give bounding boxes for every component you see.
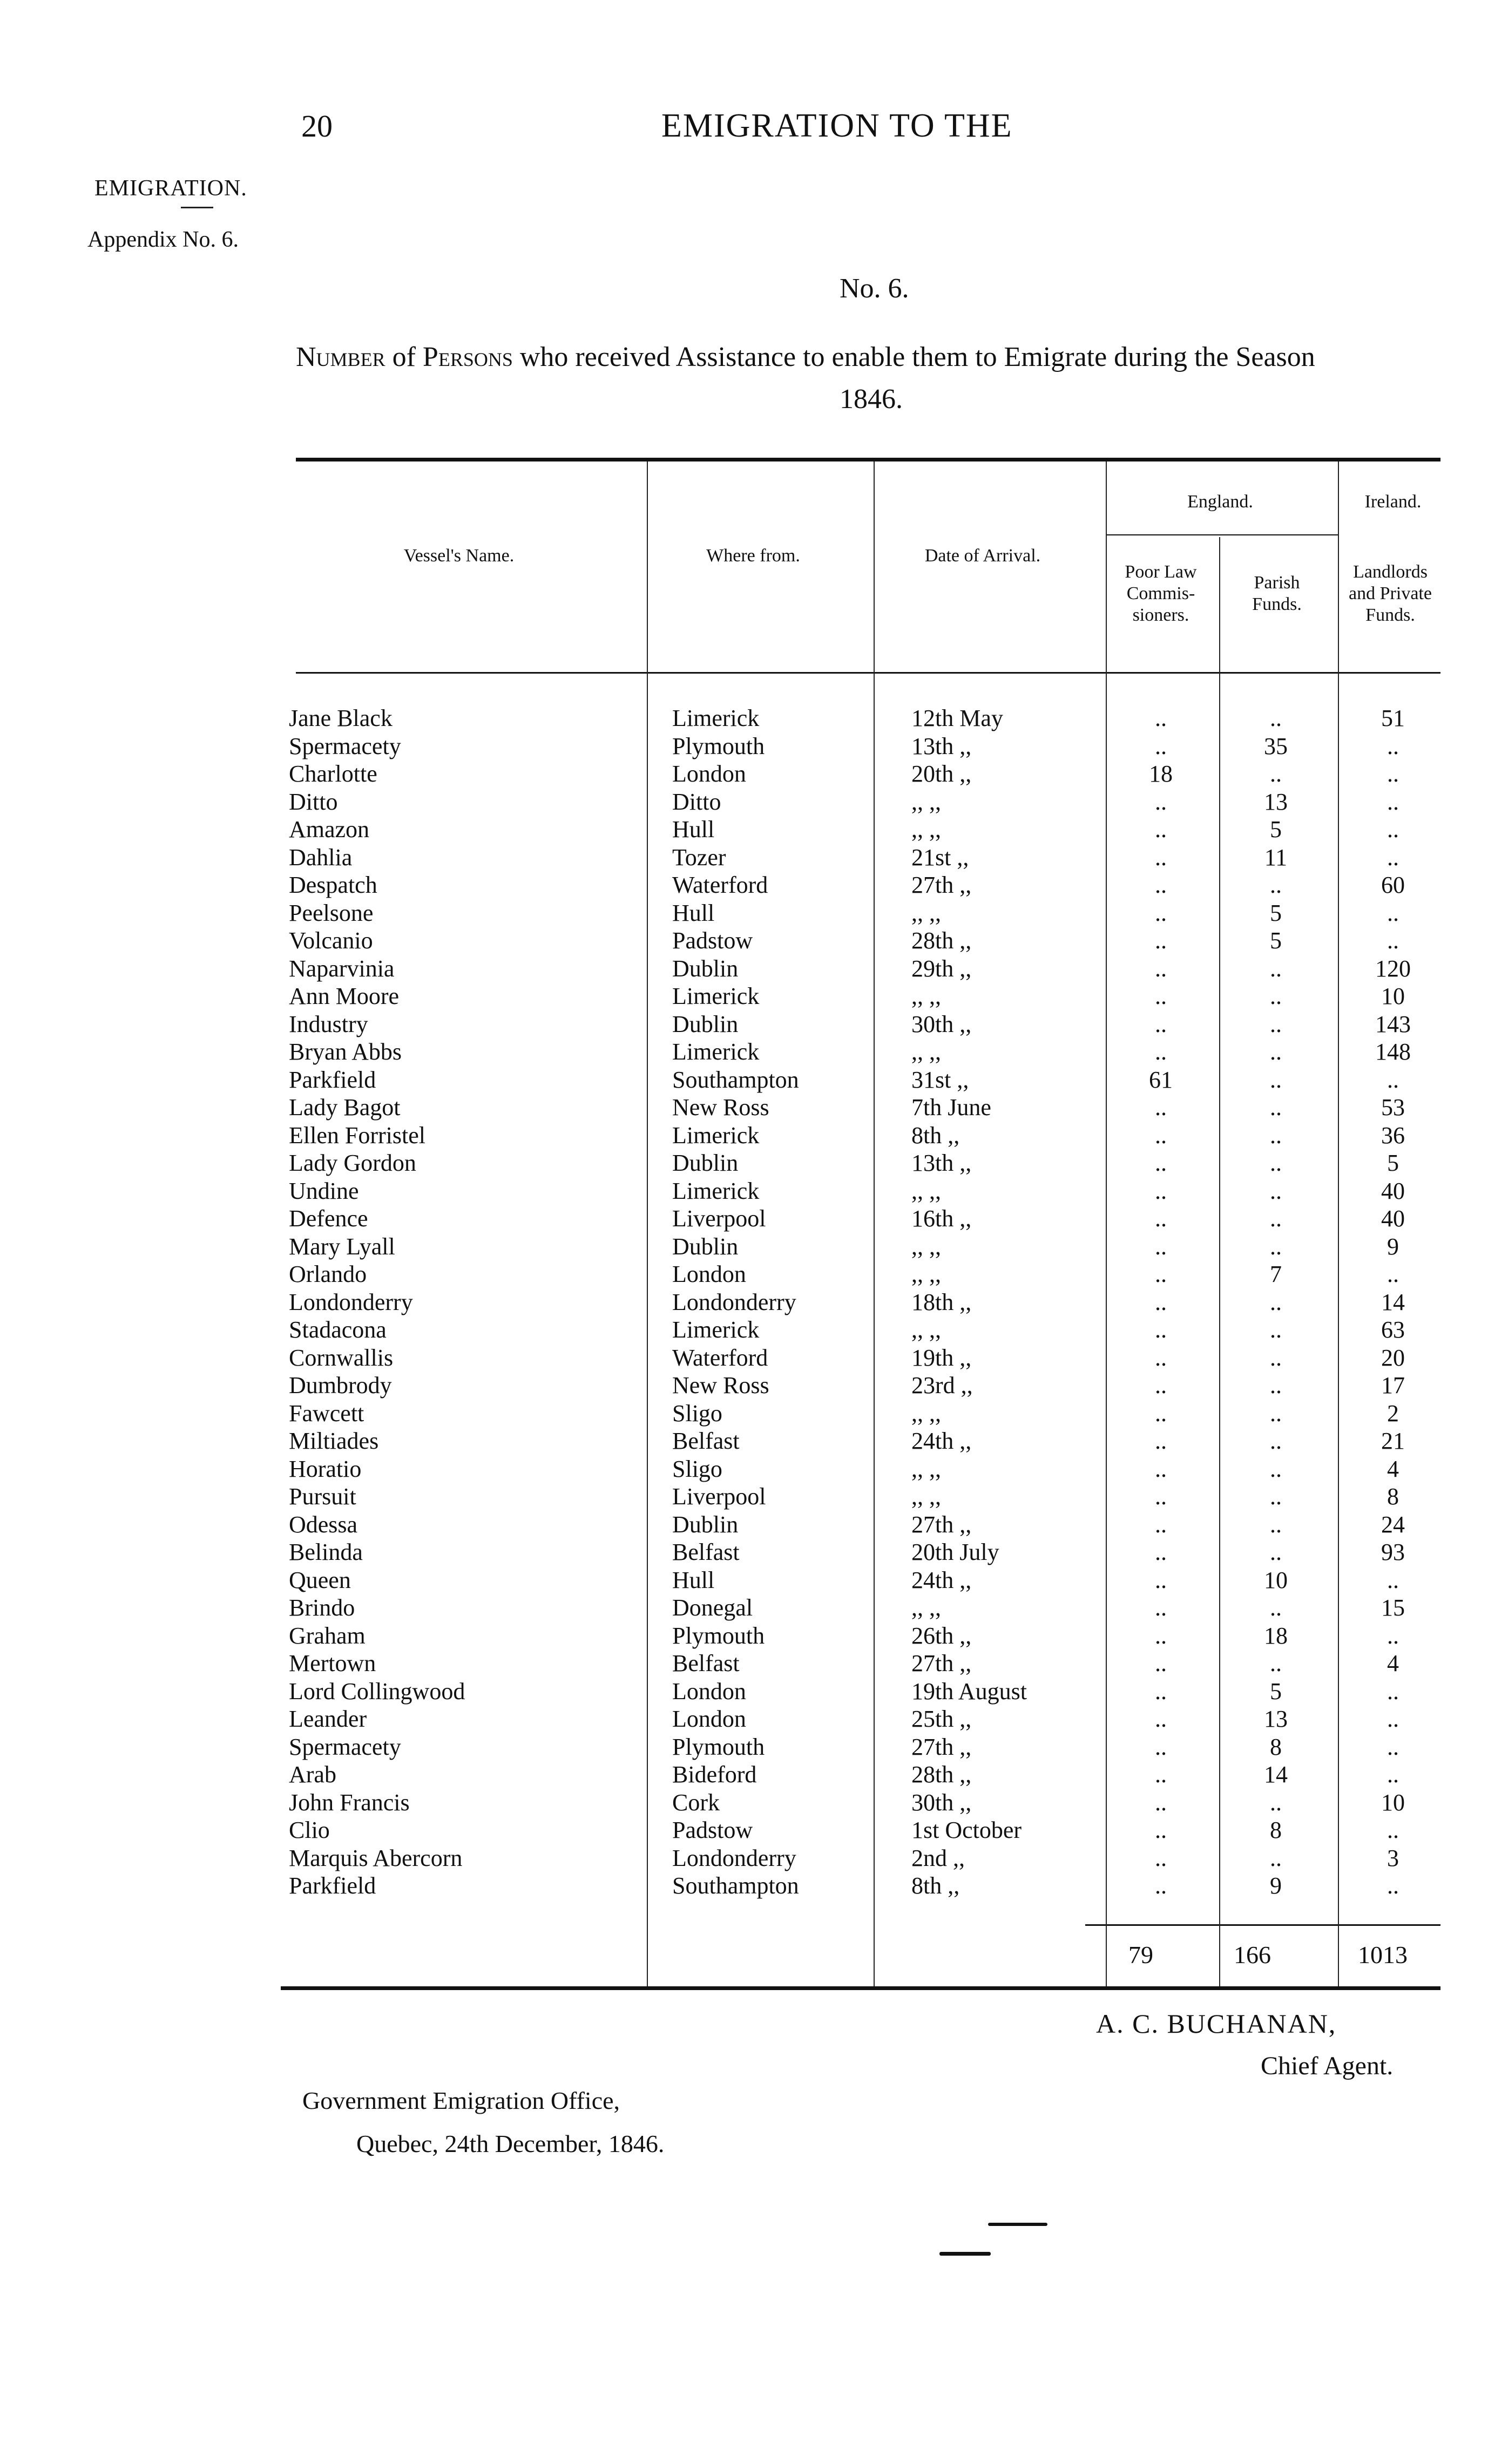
landlords-count: .. (1387, 1733, 1399, 1760)
poor-law-count: .. (1155, 1872, 1167, 1899)
poor-law-count: .. (1155, 1844, 1167, 1871)
where-from: Southampton (672, 1066, 799, 1093)
where-from: Sligo (672, 1455, 722, 1482)
where-from: New Ross (672, 1094, 769, 1121)
date-of-arrival: 18th ,, (911, 1288, 972, 1315)
total-poor-law: 79 (1128, 1941, 1153, 1969)
vessel-name: Defence (289, 1205, 368, 1232)
parish-count: 11 (1264, 844, 1288, 871)
poor-law-count: .. (1155, 927, 1167, 954)
vessel-name: Clio (289, 1817, 330, 1843)
landlords-count: .. (1387, 1761, 1399, 1788)
vessel-name: Pursuit (289, 1483, 356, 1510)
poor-law-count: .. (1155, 1761, 1167, 1788)
side-heading: EMIGRATION. (94, 176, 247, 201)
date-of-arrival: 20th ,, (911, 761, 972, 787)
date-of-arrival: ,, ,, (911, 899, 941, 926)
parish-count: .. (1270, 1344, 1282, 1371)
title-mid: of (385, 342, 423, 372)
vessel-name: Peelsone (289, 899, 374, 926)
parish-count: .. (1270, 1316, 1282, 1343)
table-header-rule (296, 672, 1440, 674)
where-from: Southampton (672, 1872, 799, 1899)
totals-rule (1085, 1924, 1440, 1926)
landlords-count: 60 (1381, 872, 1405, 898)
parish-count: .. (1270, 1010, 1282, 1037)
total-parish: 166 (1234, 1941, 1271, 1969)
poor-law-count: .. (1155, 1789, 1167, 1816)
landlords-count: 20 (1381, 1344, 1405, 1371)
parish-count: .. (1270, 705, 1282, 731)
date-of-arrival: 29th ,, (911, 955, 972, 982)
poor-law-count: .. (1155, 1483, 1167, 1510)
where-from: Padstow (672, 1817, 753, 1843)
date-of-arrival: 2nd ,, (911, 1844, 965, 1871)
where-from: Waterford (672, 872, 768, 898)
where-from: Limerick (672, 1038, 760, 1065)
poor-law-count: .. (1155, 1150, 1167, 1176)
landlords-count: 63 (1381, 1316, 1405, 1343)
landlords-count: 120 (1375, 955, 1411, 982)
poor-law-count: .. (1155, 899, 1167, 926)
landlords-count: 148 (1375, 1038, 1411, 1065)
where-from: Limerick (672, 705, 760, 731)
poor-law-count: .. (1155, 1650, 1167, 1676)
parish-count: .. (1270, 1650, 1282, 1676)
date-of-arrival: 8th ,, (911, 1872, 960, 1899)
date-of-arrival: 1st October (911, 1817, 1022, 1843)
landlords-count: .. (1387, 844, 1399, 871)
parish-count: 5 (1270, 816, 1282, 843)
poor-law-count: .. (1155, 1594, 1167, 1621)
england-header-rule (1106, 534, 1338, 535)
poor-law-count: .. (1155, 788, 1167, 815)
landlords-count: 15 (1381, 1594, 1405, 1621)
running-head: EMIGRATION TO THE (661, 107, 1013, 144)
vessel-name: Odessa (289, 1511, 358, 1538)
where-from: Liverpool (672, 1483, 766, 1510)
vessel-name: Dahlia (289, 844, 353, 871)
where-from: Belfast (672, 1650, 740, 1676)
where-from: Dublin (672, 1233, 739, 1260)
poor-law-count: .. (1155, 705, 1167, 731)
landlords-count: 8 (1387, 1483, 1399, 1510)
parish-count: .. (1270, 1594, 1282, 1621)
vessel-name: Lady Bagot (289, 1094, 401, 1121)
date-of-arrival: 30th ,, (911, 1010, 972, 1037)
vessel-name: Undine (289, 1177, 359, 1204)
date-of-arrival: 12th May (911, 705, 1003, 731)
vessel-name: Belinda (289, 1539, 363, 1565)
parish-count: 35 (1264, 732, 1288, 759)
date-of-arrival: ,, ,, (911, 1455, 941, 1482)
parish-count: .. (1270, 1789, 1282, 1816)
date-of-arrival: ,, ,, (911, 1483, 941, 1510)
vessel-name: Stadacona (289, 1316, 387, 1343)
side-subheading: Appendix No. 6. (87, 227, 239, 252)
landlords-count: 10 (1381, 983, 1405, 1009)
where-from: Plymouth (672, 1733, 765, 1760)
poor-law-count: .. (1155, 1428, 1167, 1454)
where-from: Dublin (672, 1511, 739, 1538)
table-title (296, 341, 1315, 373)
header-ireland: Ireland. (1364, 492, 1422, 512)
landlords-count: 21 (1381, 1428, 1405, 1454)
signature-name: A. C. BUCHANAN, (1096, 2008, 1337, 2039)
landlords-count: .. (1387, 927, 1399, 954)
date-of-arrival: 31st ,, (911, 1066, 969, 1093)
date-of-arrival: ,, ,, (911, 1594, 941, 1621)
table-bottom-rule (281, 1986, 1440, 1990)
signature-title: Chief Agent. (1261, 2052, 1394, 2080)
parish-count: 8 (1270, 1817, 1282, 1843)
landlords-count: 51 (1381, 705, 1405, 731)
where-from: Donegal (672, 1594, 753, 1621)
landlords-count: 17 (1381, 1372, 1405, 1399)
poor-law-count: .. (1155, 1038, 1167, 1065)
poor-law-count: .. (1155, 1010, 1167, 1037)
vessel-name: Lady Gordon (289, 1150, 416, 1176)
where-from: London (672, 761, 746, 787)
ornament-flourish (988, 2223, 1047, 2226)
vessel-name: Brindo (289, 1594, 355, 1621)
landlords-count: .. (1387, 761, 1399, 787)
parish-count: .. (1270, 1844, 1282, 1871)
landlords-count: .. (1387, 1817, 1399, 1843)
where-from: New Ross (672, 1372, 769, 1399)
landlords-count: 143 (1375, 1010, 1411, 1037)
vessel-name: Lord Collingwood (289, 1678, 465, 1705)
where-from: Hull (672, 1566, 715, 1593)
where-from: Ditto (672, 788, 721, 815)
where-from: Londonderry (672, 1844, 796, 1871)
parish-count: .. (1270, 1428, 1282, 1454)
where-from: Hull (672, 899, 715, 926)
landlords-count: .. (1387, 816, 1399, 843)
poor-law-count: .. (1155, 1122, 1167, 1149)
parish-count: .. (1270, 1233, 1282, 1260)
date-of-arrival: 23rd ,, (911, 1372, 973, 1399)
date-of-arrival: ,, ,, (911, 1177, 941, 1204)
poor-law-count: .. (1155, 1316, 1167, 1343)
poor-law-count: .. (1155, 816, 1167, 843)
landlords-count: 24 (1381, 1511, 1405, 1538)
column-divider (1219, 537, 1220, 1986)
where-from: Plymouth (672, 732, 765, 759)
date-of-arrival: 30th ,, (911, 1789, 972, 1816)
date-of-arrival: 16th ,, (911, 1205, 972, 1232)
where-from: Londonderry (672, 1288, 796, 1315)
where-from: Plymouth (672, 1622, 765, 1649)
vessel-name: Londonderry (289, 1288, 413, 1315)
parish-count: 14 (1264, 1761, 1288, 1788)
vessel-name: Cornwallis (289, 1344, 394, 1371)
where-from: Dublin (672, 1010, 739, 1037)
parish-count: 13 (1264, 1706, 1288, 1732)
poor-law-count: .. (1155, 1372, 1167, 1399)
table-number: No. 6. (840, 273, 909, 304)
column-divider (647, 461, 648, 1986)
vessel-name: Fawcett (289, 1400, 364, 1427)
landlords-count: 10 (1381, 1789, 1405, 1816)
column-divider (1106, 461, 1107, 1986)
where-from: Dublin (672, 1150, 739, 1176)
header-date: Date of Arrival. (924, 546, 1041, 566)
landlords-count: .. (1387, 1706, 1399, 1732)
where-from: Tozer (672, 844, 726, 871)
date-of-arrival: 24th ,, (911, 1566, 972, 1593)
vessel-name: Ditto (289, 788, 338, 815)
date-of-arrival: 13th ,, (911, 732, 972, 759)
date-of-arrival: 27th ,, (911, 1733, 972, 1760)
address-line-2: Quebec, 24th December, 1846. (356, 2130, 665, 2157)
landlords-count: 40 (1381, 1177, 1405, 1204)
where-from: Dublin (672, 955, 739, 982)
column-divider (874, 461, 875, 1986)
landlords-count: .. (1387, 1622, 1399, 1649)
poor-law-count: .. (1155, 872, 1167, 898)
poor-law-count: .. (1155, 732, 1167, 759)
parish-count: .. (1270, 1372, 1282, 1399)
parish-count: 8 (1270, 1733, 1282, 1760)
poor-law-count: .. (1155, 1539, 1167, 1565)
poor-law-count: .. (1155, 1344, 1167, 1371)
vessel-name: Parkfield (289, 1872, 376, 1899)
parish-count: .. (1270, 1038, 1282, 1065)
parish-count: 5 (1270, 899, 1282, 926)
date-of-arrival: ,, ,, (911, 788, 941, 815)
parish-count: 5 (1270, 1678, 1282, 1705)
parish-count: .. (1270, 1205, 1282, 1232)
poor-law-count: .. (1155, 1233, 1167, 1260)
landlords-count: .. (1387, 1566, 1399, 1593)
poor-law-count: .. (1155, 983, 1167, 1009)
parish-count: .. (1270, 1539, 1282, 1565)
vessel-name: Graham (289, 1622, 366, 1649)
side-heading-divider (181, 207, 213, 208)
header-where-from: Where from. (706, 546, 800, 566)
landlords-count: .. (1387, 899, 1399, 926)
vessel-name: Charlotte (289, 761, 377, 787)
parish-count: .. (1270, 983, 1282, 1009)
landlords-count: 9 (1387, 1233, 1399, 1260)
address-line-1: Government Emigration Office, (302, 2087, 620, 2114)
title-lead: Number (296, 342, 385, 372)
poor-law-count: .. (1155, 1817, 1167, 1843)
where-from: Limerick (672, 1177, 760, 1204)
vessel-name: Horatio (289, 1455, 362, 1482)
date-of-arrival: 28th ,, (911, 1761, 972, 1788)
table-top-rule (296, 458, 1440, 461)
where-from: Limerick (672, 1316, 760, 1343)
date-of-arrival: 28th ,, (911, 927, 972, 954)
parish-count: .. (1270, 1483, 1282, 1510)
date-of-arrival: 8th ,, (911, 1122, 960, 1149)
parish-count: .. (1270, 1511, 1282, 1538)
table-year: 1846. (840, 384, 903, 415)
landlords-count: 4 (1387, 1650, 1399, 1676)
landlords-count: 5 (1387, 1150, 1399, 1176)
landlords-count: .. (1387, 732, 1399, 759)
date-of-arrival: ,, ,, (911, 983, 941, 1009)
parish-count: .. (1270, 872, 1282, 898)
date-of-arrival: 20th July (911, 1539, 999, 1565)
where-from: London (672, 1261, 746, 1287)
ornament-flourish (939, 2252, 991, 2256)
vessel-name: Mary Lyall (289, 1233, 395, 1260)
vessel-name: Ellen Forristel (289, 1122, 425, 1149)
poor-law-count: .. (1155, 1678, 1167, 1705)
header-poor-law: Poor Law Commis- sioners. (1125, 562, 1197, 625)
date-of-arrival: ,, ,, (911, 1316, 941, 1343)
column-divider (1338, 461, 1339, 1986)
title-persons: Persons (422, 342, 513, 372)
parish-count: 7 (1270, 1261, 1282, 1287)
date-of-arrival: ,, ,, (911, 1261, 941, 1287)
date-of-arrival: 21st ,, (911, 844, 969, 871)
parish-count: .. (1270, 1150, 1282, 1176)
vessel-name: Orlando (289, 1261, 367, 1287)
landlords-count: 3 (1387, 1844, 1399, 1871)
poor-law-count: .. (1155, 1177, 1167, 1204)
date-of-arrival: 26th ,, (911, 1622, 972, 1649)
vessel-name: Industry (289, 1010, 368, 1037)
landlords-count: 53 (1381, 1094, 1405, 1121)
landlords-count: 40 (1381, 1205, 1405, 1232)
poor-law-count: .. (1155, 1733, 1167, 1760)
poor-law-count: .. (1155, 844, 1167, 871)
vessel-name: Mertown (289, 1650, 376, 1676)
landlords-count: 36 (1381, 1122, 1405, 1149)
date-of-arrival: ,, ,, (911, 1233, 941, 1260)
date-of-arrival: 19th August (911, 1678, 1027, 1705)
where-from: Limerick (672, 1122, 760, 1149)
poor-law-count: .. (1155, 1622, 1167, 1649)
parish-count: .. (1270, 761, 1282, 787)
parish-count: 18 (1264, 1622, 1288, 1649)
where-from: Belfast (672, 1539, 740, 1565)
date-of-arrival: 25th ,, (911, 1706, 972, 1732)
vessel-name: Spermacety (289, 1733, 401, 1760)
date-of-arrival: 27th ,, (911, 1511, 972, 1538)
vessel-name: Dumbrody (289, 1372, 392, 1399)
landlords-count: .. (1387, 1261, 1399, 1287)
parish-count: .. (1270, 1400, 1282, 1427)
landlords-count: 2 (1387, 1400, 1399, 1427)
poor-law-count: .. (1155, 1511, 1167, 1538)
where-from: Cork (672, 1789, 720, 1816)
header-england: England. (1187, 492, 1253, 512)
header-landlords: Landlords and Private Funds. (1349, 562, 1432, 625)
parish-count: .. (1270, 1122, 1282, 1149)
parish-count: .. (1270, 1094, 1282, 1121)
where-from: London (672, 1678, 746, 1705)
vessel-name: Miltiades (289, 1428, 379, 1454)
vessel-name: Leander (289, 1706, 367, 1732)
vessel-name: Ann Moore (289, 983, 400, 1009)
vessel-name: Despatch (289, 872, 377, 898)
poor-law-count: .. (1155, 1288, 1167, 1315)
vessel-name: Jane Black (289, 705, 393, 731)
date-of-arrival: 27th ,, (911, 872, 972, 898)
total-landlords: 1013 (1358, 1941, 1408, 1969)
vessel-name: Bryan Abbs (289, 1038, 402, 1065)
poor-law-count: .. (1155, 1706, 1167, 1732)
date-of-arrival: ,, ,, (911, 1038, 941, 1065)
landlords-count: 93 (1381, 1539, 1405, 1565)
parish-count: .. (1270, 1455, 1282, 1482)
vessel-name: John Francis (289, 1789, 410, 1816)
poor-law-count: 18 (1149, 761, 1173, 787)
poor-law-count: .. (1155, 955, 1167, 982)
poor-law-count: .. (1155, 1094, 1167, 1121)
date-of-arrival: 13th ,, (911, 1150, 972, 1176)
date-of-arrival: 24th ,, (911, 1428, 972, 1454)
date-of-arrival: 19th ,, (911, 1344, 972, 1371)
date-of-arrival: ,, ,, (911, 1400, 941, 1427)
landlords-count: .. (1387, 1066, 1399, 1093)
where-from: Bideford (672, 1761, 757, 1788)
where-from: Waterford (672, 1344, 768, 1371)
parish-count: .. (1270, 955, 1282, 982)
where-from: Liverpool (672, 1205, 766, 1232)
poor-law-count: .. (1155, 1400, 1167, 1427)
landlords-count: .. (1387, 788, 1399, 815)
poor-law-count: .. (1155, 1205, 1167, 1232)
date-of-arrival: 27th ,, (911, 1650, 972, 1676)
header-parish: Parish Funds. (1252, 573, 1302, 614)
poor-law-count: .. (1155, 1455, 1167, 1482)
vessel-name: Queen (289, 1566, 351, 1593)
parish-count: 5 (1270, 927, 1282, 954)
vessel-name: Amazon (289, 816, 370, 843)
landlords-count: 4 (1387, 1455, 1399, 1482)
poor-law-count: 61 (1149, 1066, 1173, 1093)
poor-law-count: .. (1155, 1566, 1167, 1593)
vessel-name: Parkfield (289, 1066, 376, 1093)
parish-count: 13 (1264, 788, 1288, 815)
title-rest: who received Assistance to enable them to Emigrate during the Season (512, 342, 1315, 372)
page-number: 20 (301, 108, 333, 144)
vessel-name: Volcanio (289, 927, 373, 954)
where-from: Padstow (672, 927, 753, 954)
where-from: Hull (672, 816, 715, 843)
vessel-name: Naparvinia (289, 955, 395, 982)
date-of-arrival: ,, ,, (911, 816, 941, 843)
parish-count: 10 (1264, 1566, 1288, 1593)
where-from: Limerick (672, 983, 760, 1009)
parish-count: 9 (1270, 1872, 1282, 1899)
vessel-name: Arab (289, 1761, 336, 1788)
where-from: Belfast (672, 1428, 740, 1454)
landlords-count: 14 (1381, 1288, 1405, 1315)
vessel-name: Marquis Abercorn (289, 1844, 463, 1871)
poor-law-count: .. (1155, 1261, 1167, 1287)
parish-count: .. (1270, 1177, 1282, 1204)
parish-count: .. (1270, 1066, 1282, 1093)
where-from: London (672, 1706, 746, 1732)
landlords-count: .. (1387, 1678, 1399, 1705)
date-of-arrival: 7th June (911, 1094, 991, 1121)
where-from: Sligo (672, 1400, 722, 1427)
header-vessel: Vessel's Name. (403, 546, 515, 566)
vessel-name: Spermacety (289, 732, 401, 759)
landlords-count: .. (1387, 1872, 1399, 1899)
parish-count: .. (1270, 1288, 1282, 1315)
